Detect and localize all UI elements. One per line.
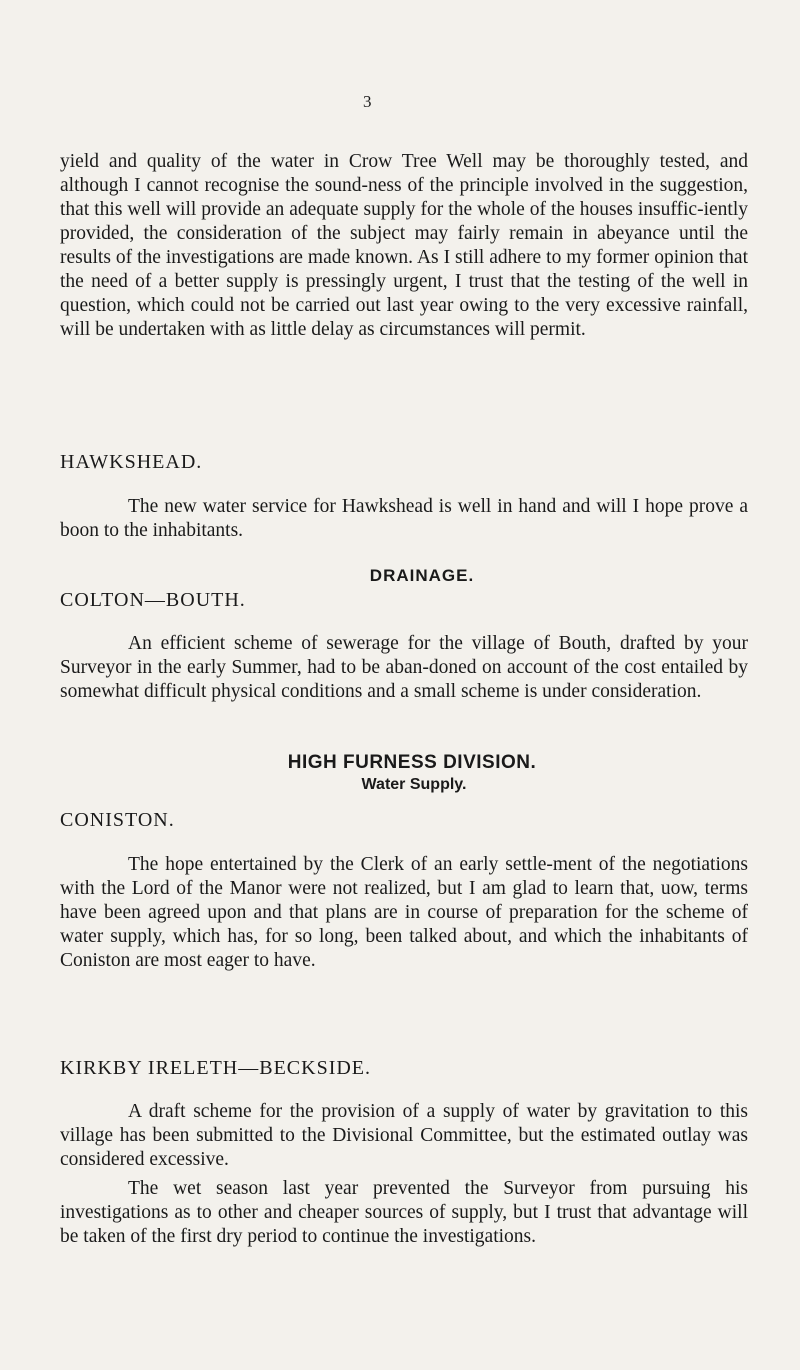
paragraph-hawkshead: The new water service for Hawkshead is well in hand and will I hope prove a boon to the inhabitants. bbox=[60, 496, 748, 541]
paragraph-kirkby-draft-scheme: A draft scheme for the provision of a supply of water by gravitation to this village has been submitted to the Divisional Committee, but the estimated outlay was considered excessive. bbox=[60, 1101, 748, 1170]
paragraph-kirkby-wet-season: The wet season last year prevented the Surveyor from pursuing his investigations as to other and cheaper sources of supply, but I trust that advantage will be taken of the first dry period to continue the investigations. bbox=[60, 1178, 748, 1247]
page-number: 3 bbox=[363, 92, 372, 111]
heading-colton-bouth: COLTON—BOUTH. bbox=[60, 589, 246, 611]
paragraph-coniston: The hope entertained by the Clerk of an early settle-ment of the negotiations with the Lord of the Manor were not realized, but I am glad to learn that, uow, terms have been agreed upon and that plans are in course of preparation for the scheme of water supply, which has, for so long, been talked about, and which the inhabitants of Coniston are most eager to have. bbox=[60, 854, 748, 971]
heading-water-supply: Water Supply. bbox=[361, 776, 467, 793]
paragraph-crow-tree-well: yield and quality of the water in Crow Tree Well may be thoroughly tested, and although I cannot recognise the sound-ness of the principle involved in the suggestion, that this well will provide an adequate supply for the whole of the houses insuffic-iently provided, the consideration of the subject may fairly remain in abeyance until the results of the investigations are made known. As I still adhere to my former opinion that the need of a better supply is pressingly urgent, I trust that the testing of the well in question, which could not be carried out last year owing to the very excessive rainfall, will be undertaken with as little delay as circumstances will permit. bbox=[60, 151, 748, 340]
heading-drainage: DRAINAGE. bbox=[369, 566, 475, 585]
paragraph-colton-bouth: An efficient scheme of sewerage for the village of Bouth, drafted by your Surveyor in the early Summer, had to be aban-doned on account of the cost entailed by somewhat difficult physical conditions and a small scheme is under consideration. bbox=[60, 633, 748, 702]
heading-coniston: CONISTON. bbox=[60, 809, 175, 831]
heading-kirkby-ireleth-beckside: KIRKBY IRELETH—BECKSIDE. bbox=[60, 1057, 372, 1079]
heading-high-furness-division: HIGH FURNESS DIVISION. bbox=[287, 752, 537, 773]
heading-hawkshead: HAWKSHEAD. bbox=[60, 451, 203, 473]
